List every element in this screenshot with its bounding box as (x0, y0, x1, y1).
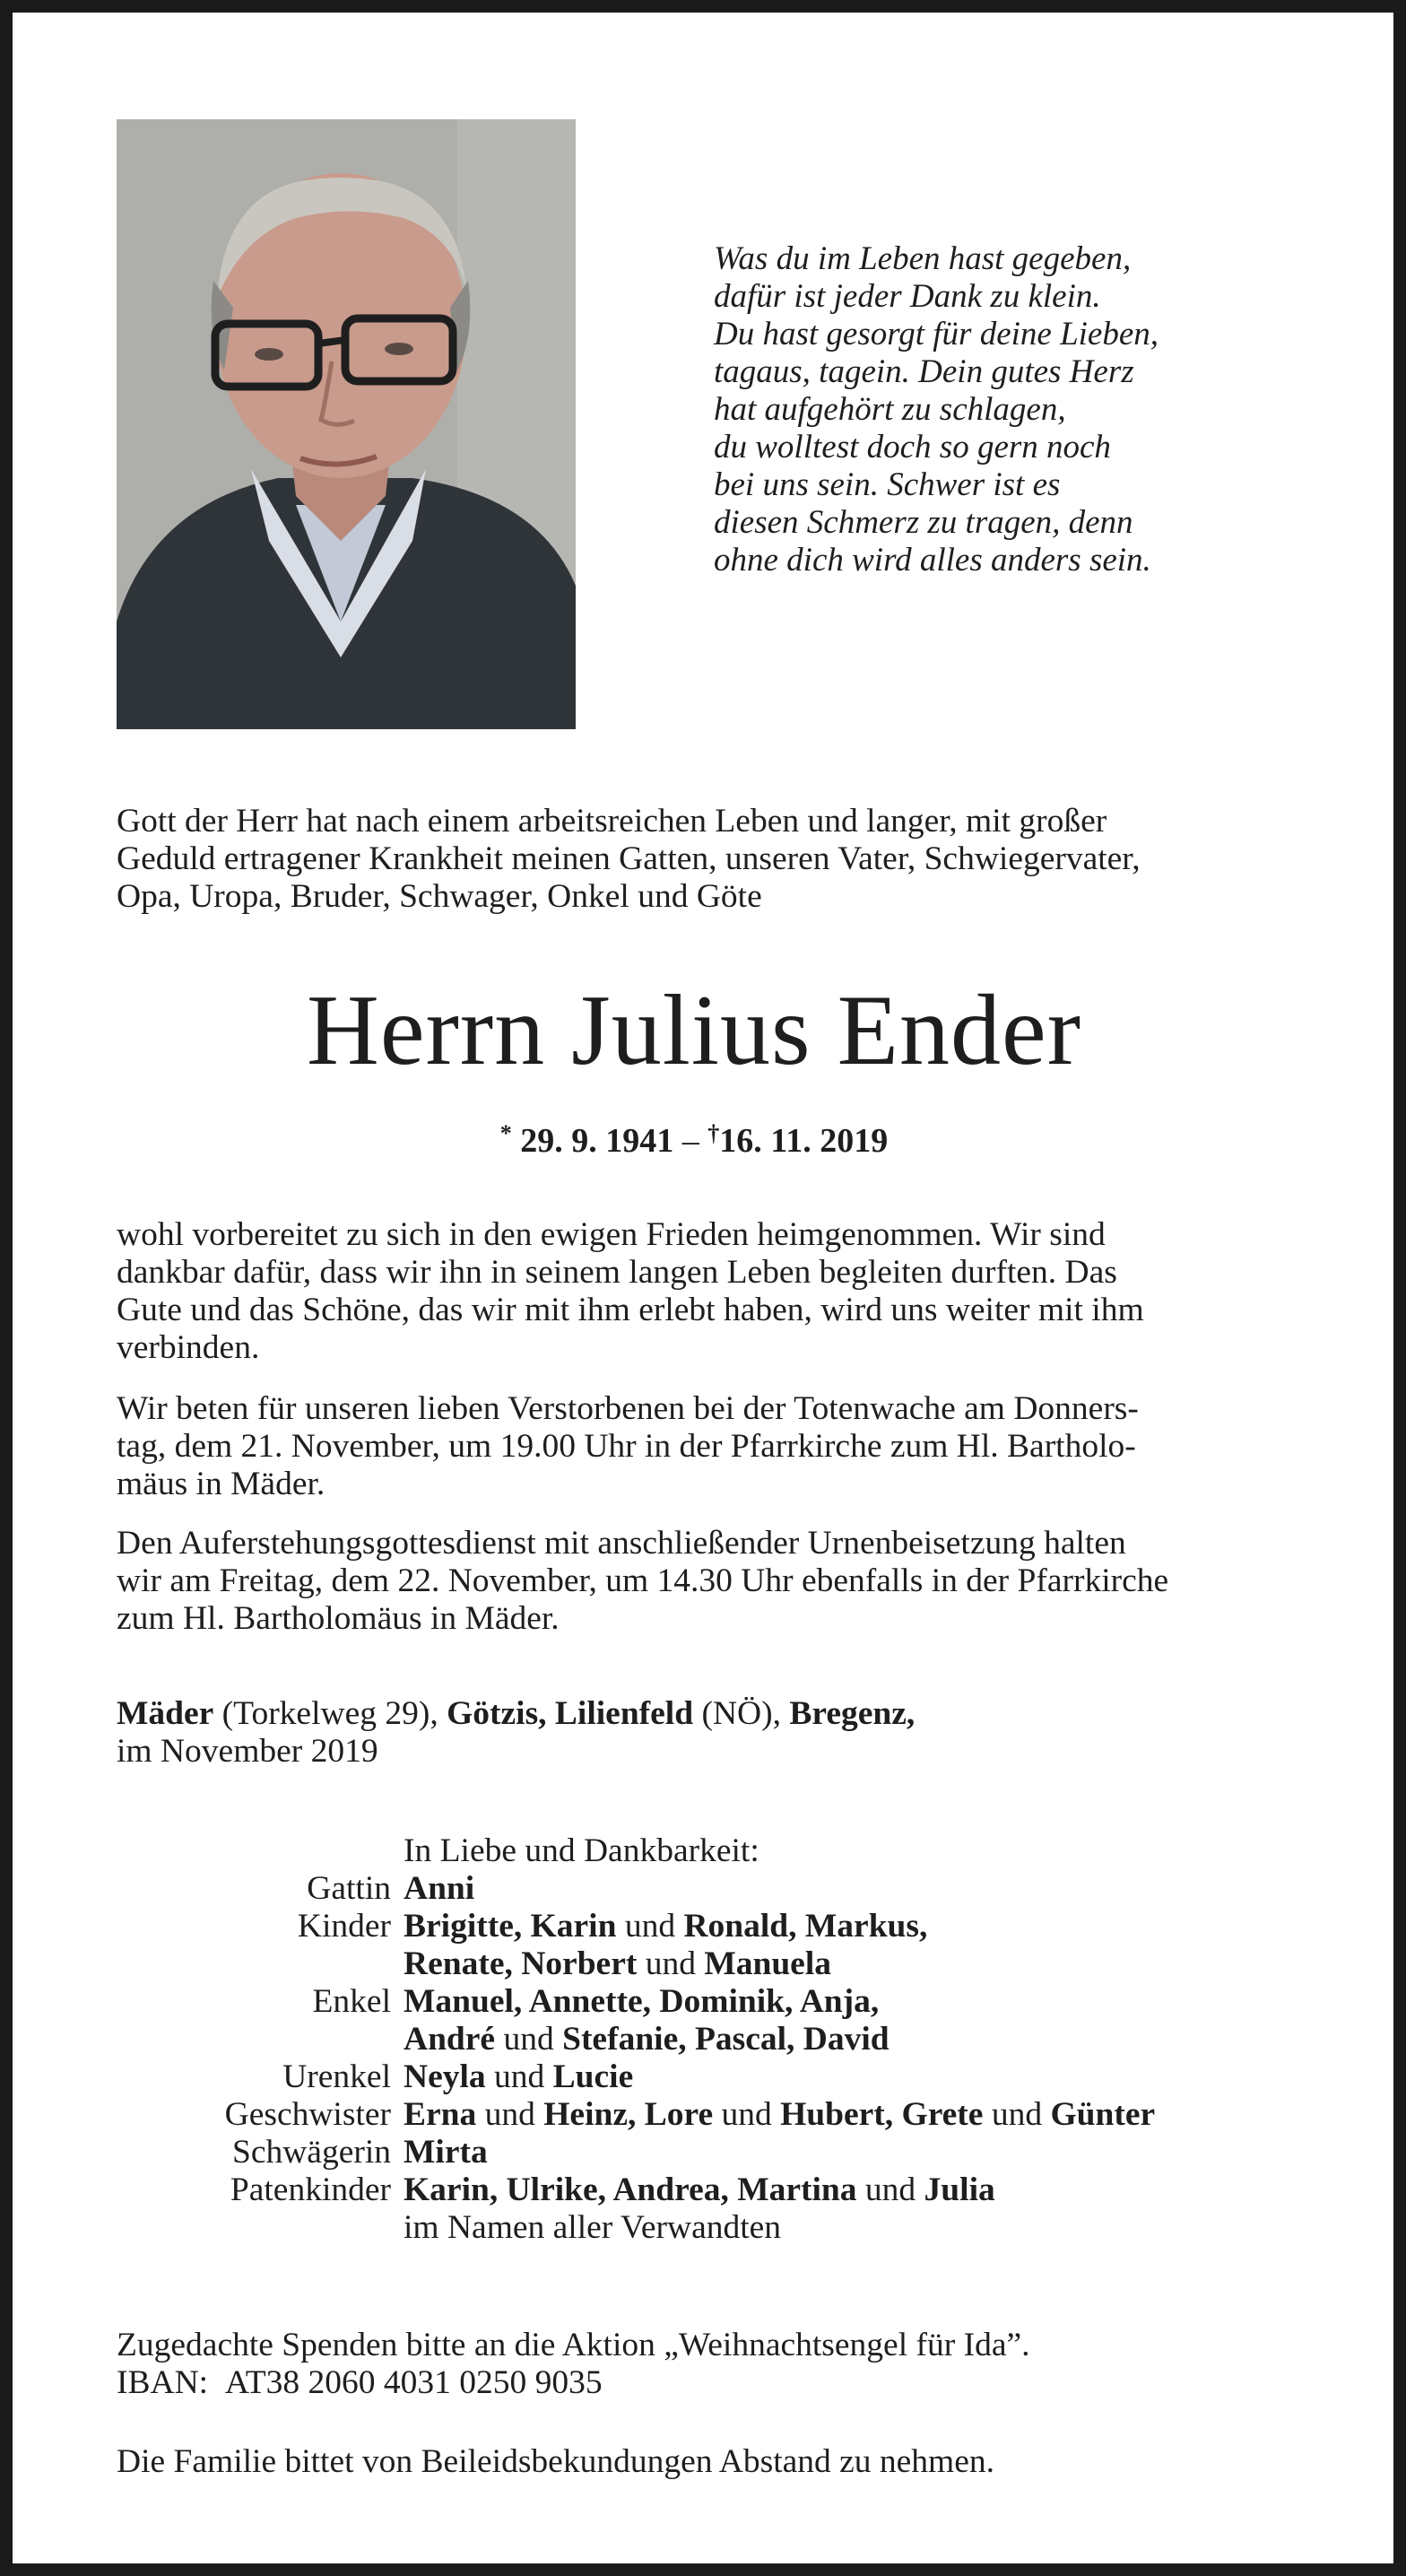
conjunction: und (983, 2096, 1051, 2133)
poem-line: hat aufgehört zu schlagen, (714, 391, 1066, 428)
portrait-photo (117, 119, 576, 729)
family-label: Geschwister (224, 2096, 391, 2133)
paragraph-line: Gute und das Schöne, das wir mit ihm erlebt haben, wird uns weiter mit ihm (117, 1292, 1144, 1328)
paragraph-line: wohl vorbereitet zu sich in den ewigen Frieden heimgenommen. Wir sind (117, 1216, 1106, 1253)
family-name: Manuela (704, 1945, 831, 1982)
paragraph-line: wir am Freitag, dem 22. November, um 14.30 Uhr ebenfalls in der Pfarrkirche (117, 1562, 1169, 1599)
family-row (117, 2096, 1318, 2134)
family-name: Brigitte, Karin (404, 1908, 617, 1945)
place-goetzis: Götzis, Lilienfeld (447, 1695, 694, 1732)
intro-text (117, 803, 1318, 916)
conjunction: und (713, 2096, 781, 2133)
family-label: Gattin (307, 1870, 391, 1907)
date-line: im November 2019 (117, 1733, 378, 1770)
closing-note: Die Familie bittet von Beileidsbekundungen Abstand zu nehmen. (117, 2443, 994, 2480)
family-name: Neyla (404, 2058, 486, 2095)
family-list (117, 1832, 1318, 2247)
place-maeder: Mäder (117, 1695, 214, 1732)
paragraph-service (117, 1525, 1318, 1638)
family-name: Julia (924, 2171, 995, 2208)
donation-text: Zugedachte Spenden bitte an die Aktion „Weihnachtsengel für Ida”. (117, 2327, 1030, 2363)
conjunction: und (485, 2058, 553, 2095)
family-row (117, 1983, 1318, 2021)
iban-number: AT38 2060 4031 0250 9035 (224, 2364, 603, 2401)
birth-date: 29. 9. 1941 (520, 1122, 674, 1160)
deceased-name: Herrn Julius Ender (306, 975, 1081, 1086)
poem-line: dafür ist jeder Dank zu klein. (714, 278, 1101, 315)
family-name: Renate, Norbert (404, 1945, 638, 1982)
family-name: Mirta (404, 2134, 488, 2171)
intro-line: Geduld ertragener Krankheit meinen Gatten, unseren Vater, Schwiegervater, (117, 840, 1141, 877)
place-address: (Torkelweg 29), (213, 1695, 447, 1732)
conjunction: und (476, 2096, 544, 2133)
conjunction: und (616, 1908, 684, 1945)
poem (714, 240, 1270, 579)
birth-symbol: * (499, 1120, 512, 1146)
family-row (117, 2021, 1318, 2058)
death-date: 16. 11. 2019 (719, 1122, 889, 1160)
paragraph-line: zum Hl. Bartholomäus in Mäder. (117, 1600, 560, 1637)
family-row (117, 2209, 1318, 2247)
places-block (117, 1695, 1318, 1771)
poem-line: Du hast gesorgt für deine Lieben, (714, 316, 1159, 352)
poem-line: ohne dich wird alles anders sein. (714, 542, 1151, 579)
paragraph-line: verbinden. (117, 1329, 260, 1366)
paragraph-line: dankbar dafür, dass wir ihn in seinem langen Leben begleiten durften. Das (117, 1254, 1117, 1291)
place-region: (NÖ), (693, 1695, 790, 1732)
family-label: Patenkinder (230, 2171, 391, 2208)
family-row (117, 1870, 1318, 1908)
iban-label: IBAN: (117, 2364, 209, 2401)
obituary-page (13, 13, 1393, 2563)
family-name: Manuel, Annette, Dominik, Anja, (404, 1983, 880, 2020)
family-name: Erna (404, 2096, 477, 2133)
family-heading-row (117, 1832, 1318, 1870)
family-name: Lucie (552, 2058, 634, 2095)
family-name: Ronald, Markus, (683, 1908, 928, 1945)
family-row (117, 1908, 1318, 1945)
conjunction: und (637, 1945, 705, 1982)
family-name: André (404, 2021, 496, 2058)
family-row (117, 1945, 1318, 1983)
family-heading: In Liebe und Dankbarkeit: (404, 1832, 759, 1869)
poem-line: bei uns sein. Schwer ist es (714, 466, 1061, 503)
family-label: Schwägerin (231, 2134, 391, 2171)
death-symbol: † (707, 1120, 720, 1146)
family-label: Kinder (297, 1908, 391, 1945)
family-closing: im Namen aller Verwandten (404, 2209, 782, 2246)
family-name: Karin, Ulrike, Andrea, Martina (404, 2171, 857, 2208)
conjunction: und (495, 2021, 563, 2058)
life-dates (102, 1112, 1286, 1162)
iban-line (117, 2364, 1318, 2402)
paragraph-line: tag, dem 21. November, um 19.00 Uhr in der Pfarrkirche zum Hl. Bartholo- (117, 1428, 1136, 1465)
family-row (117, 2058, 1318, 2096)
poem-line: diesen Schmerz zu tragen, denn (714, 504, 1133, 541)
donation-block (117, 2327, 1318, 2402)
paragraph-line: Wir beten für unseren lieben Verstorbenen bei der Totenwache am Donners- (117, 1390, 1139, 1427)
intro-line: Opa, Uropa, Bruder, Schwager, Onkel und Göte (117, 878, 762, 915)
conjunction: und (856, 2171, 924, 2208)
family-name: Hubert, Grete (780, 2096, 984, 2133)
family-label: Enkel (312, 1983, 391, 2020)
intro-line: Gott der Herr hat nach einem arbeitsreichen Leben und langer, mit großer (117, 803, 1107, 840)
family-row (117, 2171, 1318, 2209)
poem-line: tagaus, tagein. Dein gutes Herz (714, 353, 1134, 390)
date-separator: – (681, 1122, 699, 1160)
family-name: Günter (1050, 2096, 1156, 2133)
family-row (117, 2134, 1318, 2171)
family-label: Urenkel (282, 2058, 391, 2095)
portrait-icon (117, 119, 576, 729)
family-name: Anni (404, 1870, 475, 1907)
family-name: Stefanie, Pascal, David (562, 2021, 890, 2058)
poem-line: Was du im Leben hast gegeben, (714, 240, 1132, 277)
place-bregenz: Bregenz, (789, 1695, 916, 1732)
paragraph-line: Den Auferstehungsgottesdienst mit anschließender Urnenbeisetzung halten (117, 1525, 1126, 1562)
places-line (117, 1695, 1318, 1733)
paragraph-line: mäus in Mäder. (117, 1466, 325, 1502)
poem-line: du wolltest doch so gern noch (714, 429, 1111, 466)
paragraph-wake (117, 1390, 1318, 1503)
family-name: Heinz, Lore (543, 2096, 714, 2133)
paragraph-farewell (117, 1216, 1318, 1367)
